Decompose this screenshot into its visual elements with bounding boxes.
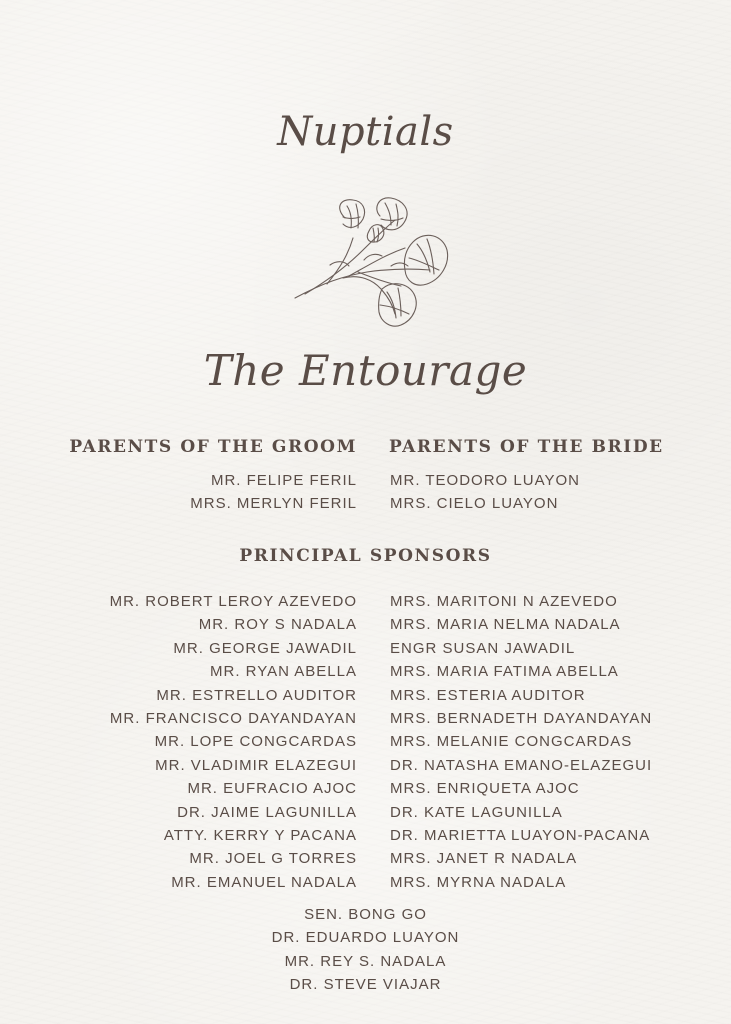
list-item: MRS. MARITONI N AZEVEDO (390, 593, 618, 610)
list-item: DR. KATE LAGUNILLA (390, 803, 563, 821)
list-item: MR. VLADIMIR ELAZEGUI (155, 756, 357, 774)
list-item: MRS. MERLYN FERIL (190, 495, 357, 513)
list-item: MR. FELIPE FERIL (210, 472, 357, 489)
list-item: MR. ESTRELLO AUDITOR (156, 686, 357, 704)
page-title: Nuptials (277, 109, 454, 155)
parents-groom-list (190, 469, 357, 516)
floral-ornament (285, 188, 457, 333)
list-item: MRS. MARIA NELMA NADALA (390, 616, 621, 634)
list-item: SEN. BONG GO (304, 906, 427, 923)
list-item: DR. NATASHA EMANO-ELAZEGUI (390, 756, 653, 774)
list-item: MRS. BERNADETH DAYANDAYAN (390, 709, 653, 727)
list-item: MRS. ESTERIA AUDITOR (390, 686, 586, 704)
list-item: MRS. ENRIQUETA AJOC (390, 780, 580, 798)
list-item: MRS. JANET R NADALA (390, 850, 578, 868)
list-item: MR. FRANCISCO DAYANDAYAN (109, 709, 357, 727)
list-item: DR. MARIETTA LUAYON-PACANA (390, 826, 651, 844)
list-item: MR. ROY S NADALA (198, 616, 357, 634)
list-item: DR. STEVE VIAJAR (289, 976, 442, 994)
list-item: MR. EMANUEL NADALA (171, 873, 357, 891)
floral-sketch-icon (285, 188, 457, 333)
list-item: DR. EDUARDO LUAYON (271, 929, 460, 947)
list-item: DR. JAIME LAGUNILLA (177, 803, 357, 821)
list-item: MR. LOPE CONGCARDAS (154, 733, 357, 751)
list-item: MR. RYAN ABELLA (210, 663, 357, 681)
principal-sponsors-center-list (0, 903, 731, 997)
list-item: MR. GEORGE JAWADIL (173, 639, 357, 657)
parents-groom-heading: PARENTS OF THE GROOM (69, 437, 357, 457)
list-item: MR. JOEL G TORRES (189, 850, 357, 868)
list-item: MR. TEODORO LUAYON (390, 472, 580, 489)
parents-bride-heading: PARENTS OF THE BRIDE (389, 437, 664, 457)
list-item: MRS. MELANIE CONGCARDAS (390, 733, 633, 751)
list-item: MR. EUFRACIO AJOC (187, 780, 357, 798)
parents-bride-list (390, 469, 580, 516)
list-item: ATTY. KERRY Y PACANA (163, 826, 357, 844)
list-item: MRS. MARIA FATIMA ABELLA (390, 663, 619, 681)
principal-sponsors-heading: PRINCIPAL SPONSORS (239, 546, 492, 566)
list-item: MRS. CIELO LUAYON (390, 495, 559, 513)
list-item: MR. ROBERT LEROY AZEVEDO (109, 593, 357, 610)
list-item: MR. REY S. NADALA (284, 952, 447, 970)
principal-sponsors-left-list (110, 590, 357, 894)
entourage-title: The Entourage (203, 346, 528, 395)
list-item: ENGR SUSAN JAWADIL (390, 639, 576, 657)
principal-sponsors-right-list (390, 590, 652, 894)
list-item: MRS. MYRNA NADALA (390, 873, 567, 891)
